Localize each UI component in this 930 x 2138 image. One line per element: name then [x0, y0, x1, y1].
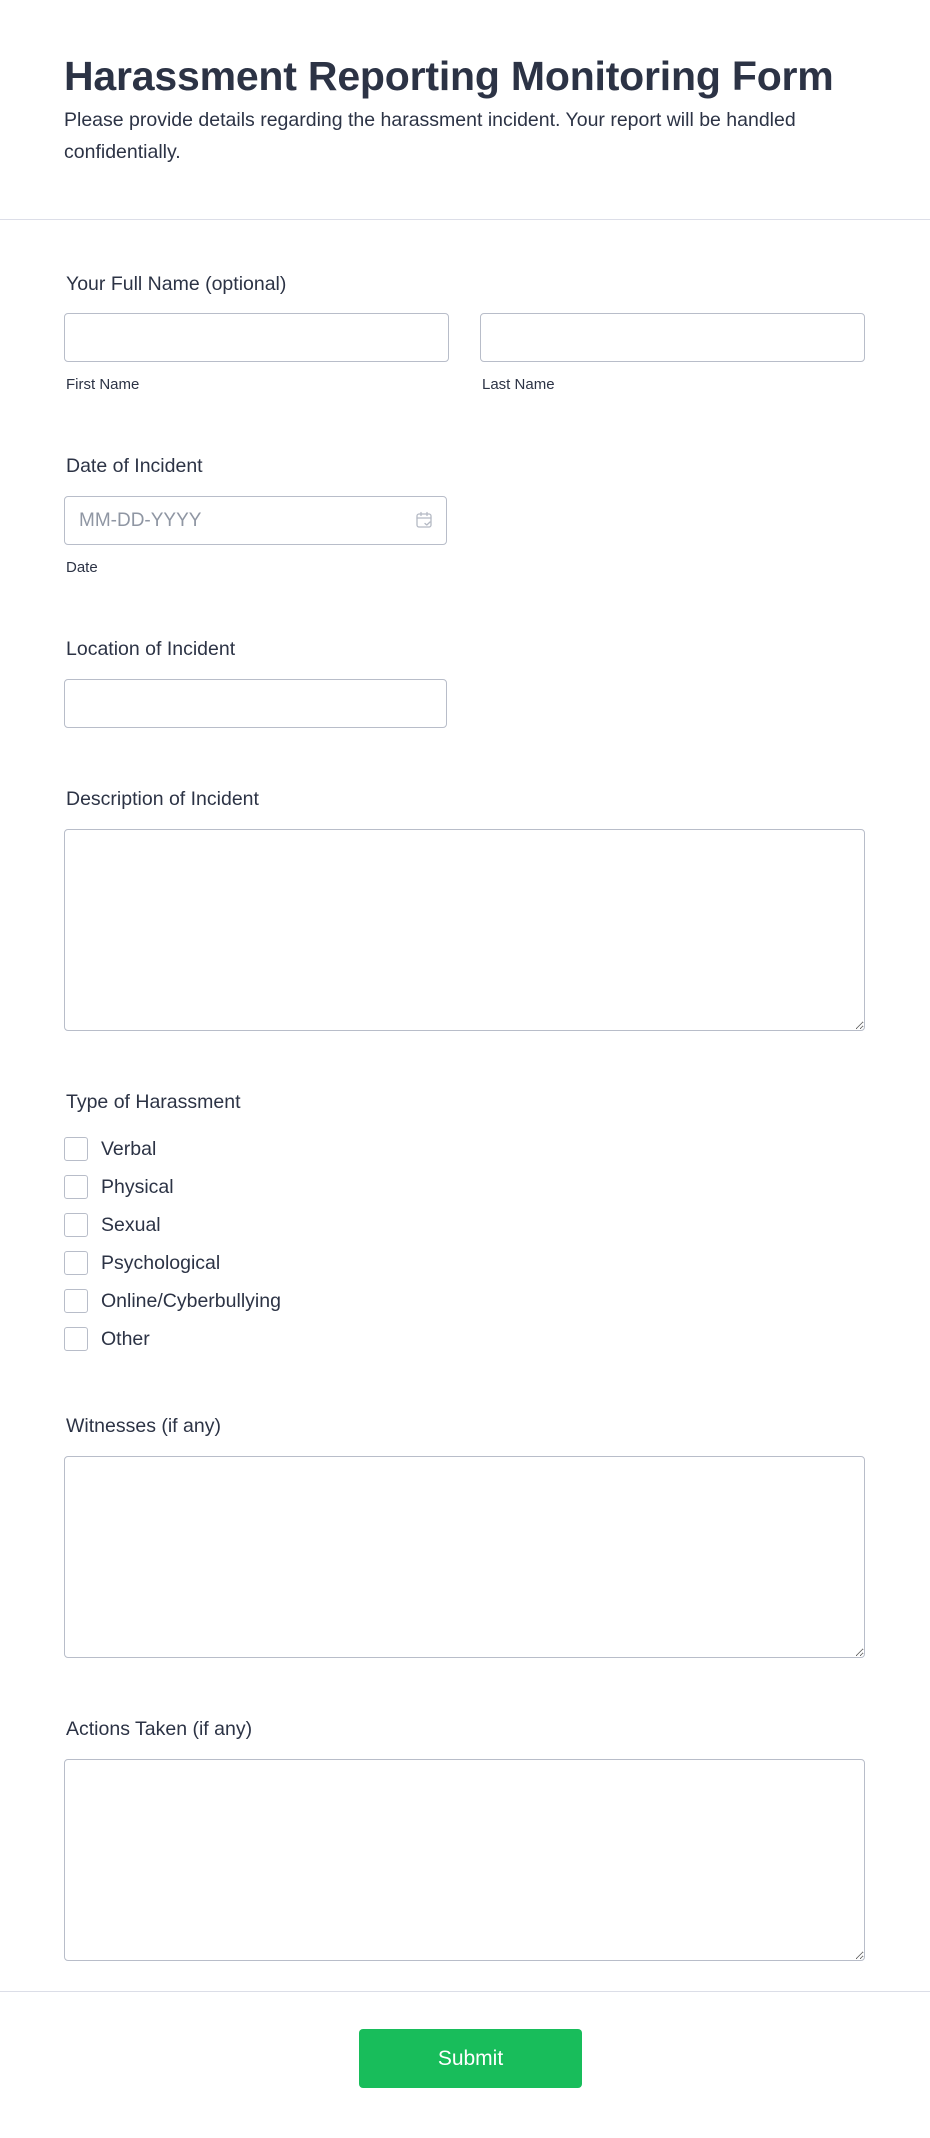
checkbox-box[interactable] [64, 1251, 88, 1275]
date-sublabel: Date [66, 559, 98, 576]
form-title: Harassment Reporting Monitoring Form [64, 53, 834, 99]
checkbox-box[interactable] [64, 1213, 88, 1237]
location-field [64, 637, 447, 728]
description-label: Description of Incident [66, 788, 259, 810]
date-input[interactable] [64, 496, 447, 545]
footer-divider [0, 1991, 930, 1992]
first-name-sublabel: First Name [66, 376, 140, 393]
checkbox-sexual[interactable] [64, 1206, 281, 1244]
actions-taken-field [64, 1717, 865, 1961]
actions-taken-textarea[interactable] [64, 1759, 865, 1961]
witnesses-label: Witnesses (if any) [66, 1415, 221, 1437]
checkbox-online-cyberbullying[interactable] [64, 1282, 281, 1320]
form-subtitle: Please provide details regarding the harassment incident. Your report will be handled confidentially. [64, 109, 796, 163]
checkbox-other[interactable] [64, 1320, 281, 1358]
location-label: Location of Incident [66, 638, 236, 660]
checkbox-box[interactable] [64, 1327, 88, 1351]
checkbox-label: Other [101, 1327, 150, 1350]
harassment-type-field [64, 1090, 281, 1358]
description-textarea[interactable] [64, 829, 865, 1031]
harassment-type-options [64, 1130, 281, 1358]
checkbox-label: Online/Cyberbullying [101, 1289, 281, 1312]
checkbox-label: Physical [101, 1175, 174, 1198]
description-field [64, 787, 865, 1031]
checkbox-label: Sexual [101, 1213, 161, 1236]
location-input[interactable] [64, 679, 447, 728]
last-name-input[interactable] [480, 313, 865, 362]
checkbox-box[interactable] [64, 1137, 88, 1161]
checkbox-physical[interactable] [64, 1168, 281, 1206]
checkbox-label: Psychological [101, 1251, 221, 1274]
date-field [64, 454, 447, 577]
checkbox-box[interactable] [64, 1289, 88, 1313]
full-name-label: Your Full Name (optional) [66, 273, 287, 295]
checkbox-verbal[interactable] [64, 1130, 281, 1168]
checkbox-label: Verbal [101, 1137, 157, 1160]
harassment-type-label: Type of Harassment [66, 1091, 241, 1113]
date-label: Date of Incident [66, 455, 203, 477]
last-name-sublabel: Last Name [482, 376, 555, 393]
checkbox-psychological[interactable] [64, 1244, 281, 1282]
witnesses-textarea[interactable] [64, 1456, 865, 1658]
full-name-field [64, 272, 865, 394]
actions-taken-label: Actions Taken (if any) [66, 1718, 253, 1740]
form-header [0, 0, 930, 220]
first-name-input[interactable] [64, 313, 449, 362]
witnesses-field [64, 1414, 865, 1658]
submit-button[interactable]: Submit [359, 2029, 582, 2088]
calendar-icon[interactable] [415, 511, 433, 529]
checkbox-box[interactable] [64, 1175, 88, 1199]
